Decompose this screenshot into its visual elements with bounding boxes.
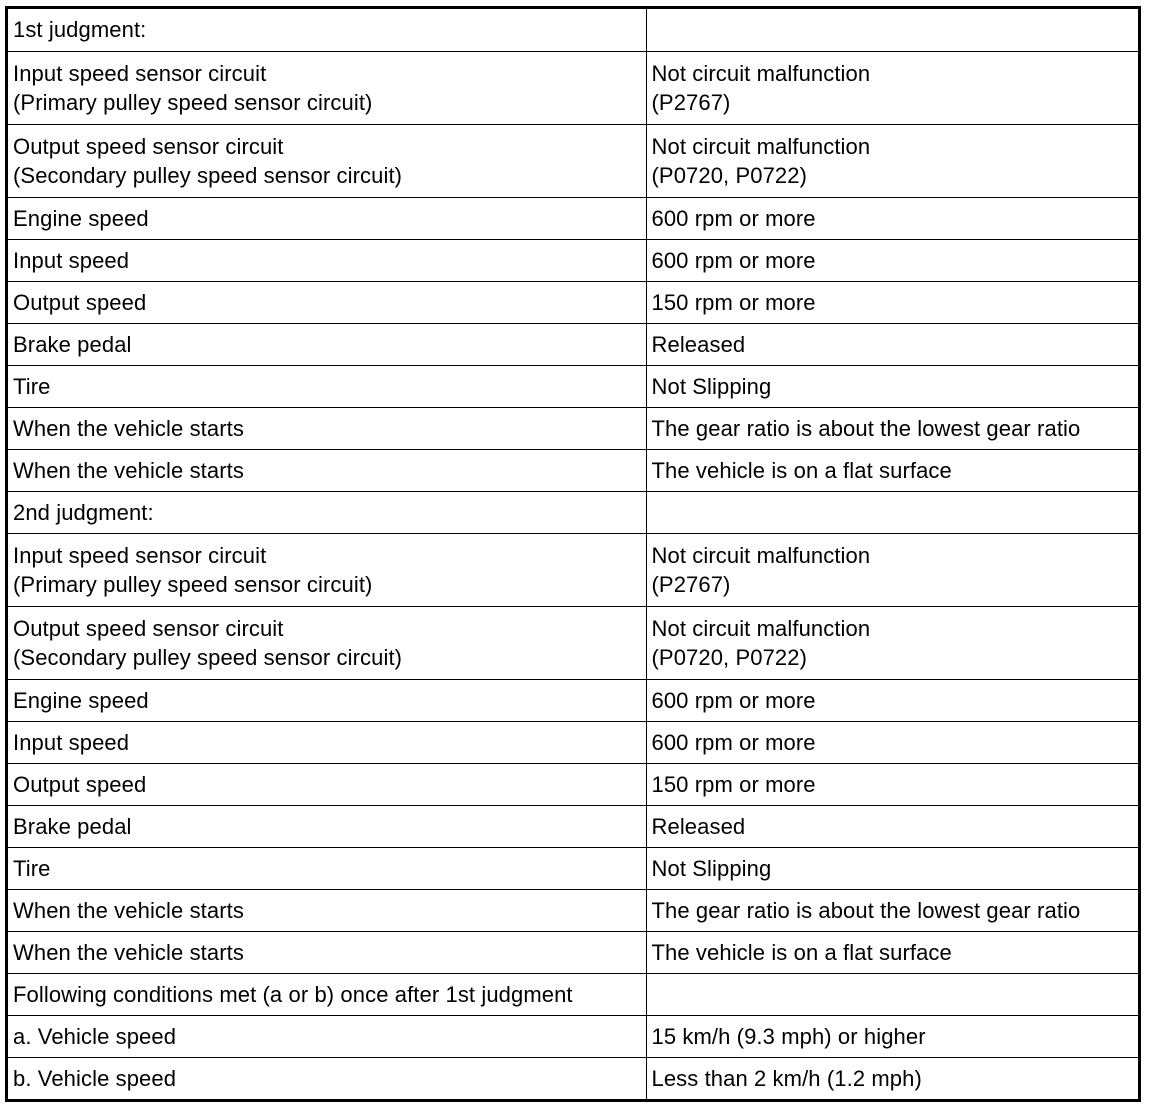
condition-line: 600 rpm or more [651, 729, 816, 755]
table-row [8, 365, 1138, 407]
condition-line: Not Slipping [651, 855, 772, 881]
condition-line: Not Slipping [651, 373, 772, 399]
item-line: When the vehicle starts [13, 939, 244, 965]
item-cell [8, 847, 646, 889]
table-row [8, 124, 1138, 197]
item-cell [8, 1015, 646, 1057]
conditions-table-body [8, 9, 1138, 1099]
item-cell [8, 533, 646, 606]
item-cell [8, 606, 646, 679]
item-line: Following conditions met (a or b) once after 1st judgment [13, 981, 573, 1007]
item-line: Input speed sensor circuit [13, 60, 267, 86]
item-cell [8, 763, 646, 805]
condition-cell [646, 889, 1138, 931]
condition-cell [646, 1057, 1138, 1099]
condition-line: Not circuit malfunction [651, 133, 871, 159]
item-line: When the vehicle starts [13, 457, 244, 483]
table-row [8, 606, 1138, 679]
table-row [8, 533, 1138, 606]
item-line: Output speed [13, 771, 147, 797]
condition-line: The gear ratio is about the lowest gear ratio [651, 415, 1081, 441]
condition-cell [646, 533, 1138, 606]
condition-line: Less than 2 km/h (1.2 mph) [651, 1065, 922, 1091]
condition-cell [646, 931, 1138, 973]
condition-cell [646, 491, 1138, 533]
item-cell [8, 197, 646, 239]
item-cell [8, 931, 646, 973]
condition-line: 600 rpm or more [651, 687, 816, 713]
item-cell [8, 407, 646, 449]
condition-cell [646, 323, 1138, 365]
item-line: Tire [13, 373, 51, 399]
table-row [8, 407, 1138, 449]
table-row [8, 491, 1138, 533]
item-cell [8, 449, 646, 491]
condition-line: The gear ratio is about the lowest gear ratio [651, 897, 1081, 923]
item-line: (Primary pulley speed sensor circuit) [13, 89, 373, 115]
item-cell [8, 889, 646, 931]
item-line: When the vehicle starts [13, 897, 244, 923]
table-row [8, 51, 1138, 124]
item-cell [8, 239, 646, 281]
table-row [8, 805, 1138, 847]
condition-cell [646, 239, 1138, 281]
condition-cell [646, 51, 1138, 124]
condition-line: 150 rpm or more [651, 289, 816, 315]
table-row [8, 197, 1138, 239]
condition-line: (P0720, P0722) [651, 644, 808, 670]
item-cell [8, 323, 646, 365]
condition-cell [646, 365, 1138, 407]
item-line: Output speed sensor circuit [13, 133, 284, 159]
condition-line: (P0720, P0722) [651, 162, 808, 188]
item-line: Input speed [13, 729, 130, 755]
table-row [8, 679, 1138, 721]
condition-line: (P2767) [651, 571, 731, 597]
table-row [8, 721, 1138, 763]
condition-cell [646, 973, 1138, 1015]
condition-line: Released [651, 813, 746, 839]
item-line: b. Vehicle speed [13, 1065, 177, 1091]
item-cell [8, 973, 646, 1015]
item-line: Engine speed [13, 687, 149, 713]
item-cell [8, 51, 646, 124]
condition-cell [646, 124, 1138, 197]
item-line: (Primary pulley speed sensor circuit) [13, 571, 373, 597]
table-row [8, 889, 1138, 931]
condition-line: The vehicle is on a flat surface [651, 457, 952, 483]
item-line: (Secondary pulley speed sensor circuit) [13, 162, 403, 188]
condition-cell [646, 9, 1138, 51]
table-row [8, 449, 1138, 491]
condition-line: 600 rpm or more [651, 205, 816, 231]
item-cell [8, 805, 646, 847]
item-cell [8, 365, 646, 407]
item-line: Brake pedal [13, 813, 132, 839]
table-row [8, 239, 1138, 281]
item-line: Tire [13, 855, 51, 881]
item-cell [8, 1057, 646, 1099]
item-line: (Secondary pulley speed sensor circuit) [13, 644, 403, 670]
table-row [8, 763, 1138, 805]
condition-cell [646, 805, 1138, 847]
item-line: 2nd judgment: [13, 499, 154, 525]
item-cell [8, 281, 646, 323]
item-line: When the vehicle starts [13, 415, 244, 441]
condition-cell [646, 679, 1138, 721]
item-line: a. Vehicle speed [13, 1023, 177, 1049]
condition-line: Not circuit malfunction [651, 542, 871, 568]
table-row [8, 281, 1138, 323]
condition-cell [646, 1015, 1138, 1057]
table-row [8, 1015, 1138, 1057]
item-cell [8, 679, 646, 721]
condition-line: The vehicle is on a flat surface [651, 939, 952, 965]
condition-cell [646, 763, 1138, 805]
condition-line: Not circuit malfunction [651, 615, 871, 641]
table-row [8, 9, 1138, 51]
condition-line: (P2767) [651, 89, 731, 115]
condition-line: 150 rpm or more [651, 771, 816, 797]
item-line: Engine speed [13, 205, 149, 231]
condition-line: 15 km/h (9.3 mph) or higher [651, 1023, 926, 1049]
table-row [8, 847, 1138, 889]
item-cell [8, 9, 646, 51]
condition-line: 600 rpm or more [651, 247, 816, 273]
condition-cell [646, 197, 1138, 239]
condition-cell [646, 449, 1138, 491]
item-line: Brake pedal [13, 331, 132, 357]
conditions-table-frame [5, 6, 1141, 1102]
item-line: Input speed [13, 247, 130, 273]
item-line: Output speed sensor circuit [13, 615, 284, 641]
table-row [8, 931, 1138, 973]
table-row [8, 323, 1138, 365]
item-line: 1st judgment: [13, 17, 147, 43]
condition-cell [646, 847, 1138, 889]
item-line: Input speed sensor circuit [13, 542, 267, 568]
item-line: Output speed [13, 289, 147, 315]
table-row [8, 1057, 1138, 1099]
conditions-table [8, 9, 1138, 1099]
condition-cell [646, 281, 1138, 323]
condition-cell [646, 606, 1138, 679]
item-cell [8, 721, 646, 763]
condition-cell [646, 721, 1138, 763]
item-cell [8, 491, 646, 533]
condition-line: Released [651, 331, 746, 357]
item-cell [8, 124, 646, 197]
condition-line: Not circuit malfunction [651, 60, 871, 86]
condition-cell [646, 407, 1138, 449]
table-row [8, 973, 1138, 1015]
